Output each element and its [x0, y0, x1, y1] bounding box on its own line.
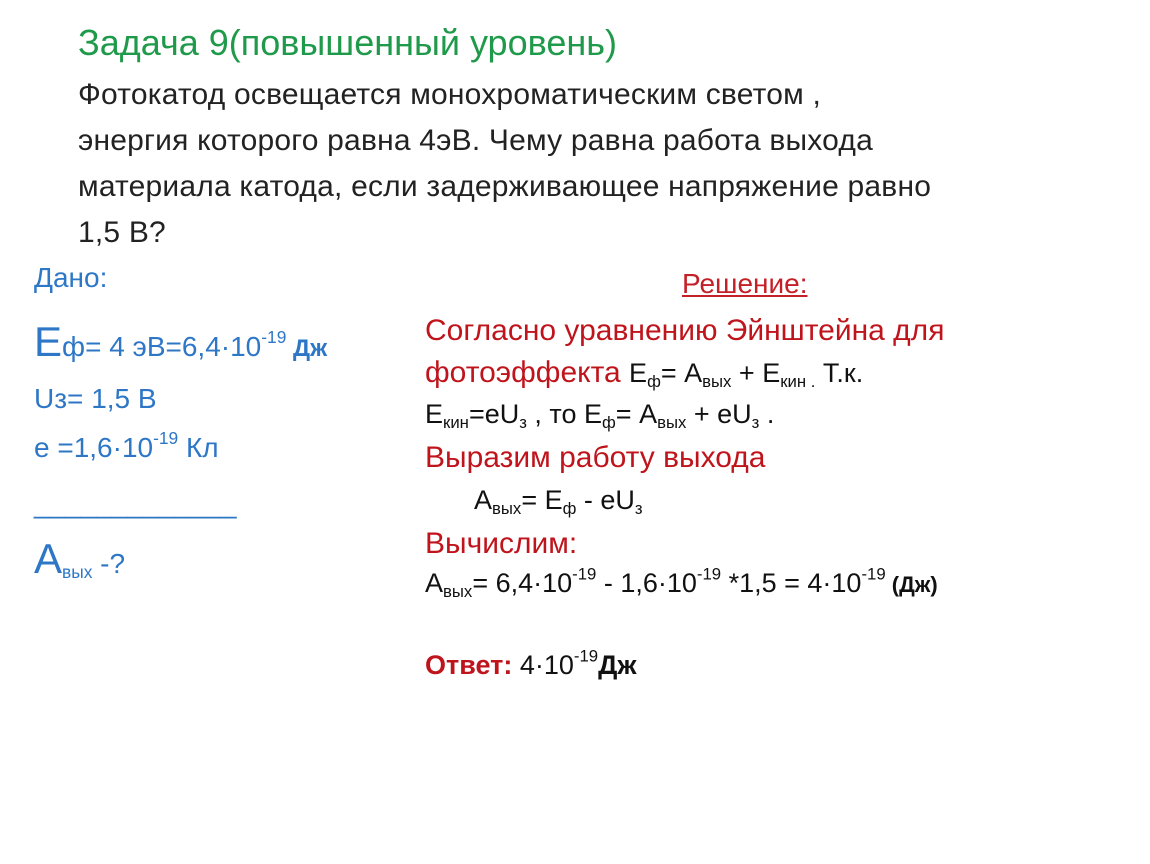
formula-part: - 1,6·10	[596, 568, 697, 598]
given-voltage: Uз= 1,5 В	[34, 383, 157, 414]
given-energy-sub: ф	[62, 331, 86, 362]
given-energy	[34, 318, 327, 366]
formula-part: =eU	[468, 399, 520, 429]
formula-part: .	[759, 399, 775, 429]
problem-line-2: энергия которого равна 4эВ. Чему равна работа выхода	[78, 124, 873, 157]
formula-part: = А	[660, 358, 703, 388]
answer-exp: -19	[573, 646, 599, 666]
answer-value: 4·10	[512, 650, 574, 680]
given-unknown-sub: вых	[62, 562, 93, 583]
formula-sub: вых	[657, 413, 687, 433]
given-energy-exp: -19	[261, 326, 287, 347]
answer-line	[425, 646, 637, 681]
solution-heading: Решение:	[682, 268, 808, 299]
formula-part: + Е	[731, 358, 781, 388]
formula-part: Е	[629, 358, 648, 388]
formula-part: = 6,4·10	[472, 568, 573, 598]
formula-sub: з	[519, 413, 527, 433]
answer-label: Ответ:	[425, 650, 513, 680]
solution-line-6: Вычислим:	[425, 527, 578, 560]
solution-line-5	[474, 485, 643, 519]
given-separator: _____________	[34, 488, 237, 519]
given-energy-unit: Дж	[286, 335, 328, 362]
formula-sub: вых	[702, 372, 732, 392]
formula-part: , то Е	[526, 399, 603, 429]
solution-line-3	[425, 399, 775, 433]
given-charge-value: е =1,6·10	[34, 432, 154, 463]
formula-part: - eU	[576, 485, 635, 515]
given-unknown-ask: -?	[92, 548, 126, 579]
problem-title: Задача 9(повышенный уровень)	[78, 22, 617, 63]
problem-line-3: материала катода, если задерживающее напряжение равно	[78, 170, 932, 203]
formula-sub: кин	[443, 413, 469, 433]
formula-exp: -19	[861, 564, 886, 584]
given-charge	[34, 427, 219, 464]
given-charge-unit: Кл	[178, 432, 219, 463]
solution-line-2	[425, 356, 863, 390]
formula-sub: ф	[647, 372, 661, 392]
formula-part: Е	[425, 399, 444, 429]
formula-part: = А	[615, 399, 658, 429]
formula-exp: -19	[572, 564, 597, 584]
formula-sub: ф	[562, 499, 577, 519]
formula-part: Т.к.	[815, 358, 864, 388]
solution-line-1: Согласно уравнению Эйнштейна для	[425, 314, 945, 347]
given-charge-exp: -19	[153, 427, 179, 448]
formula-part: *1,5 = 4·10	[721, 568, 862, 598]
problem-line-4: 1,5 В?	[78, 216, 166, 249]
formula-part: А	[425, 568, 444, 598]
formula-sub: з	[634, 499, 643, 519]
formula-sub: з	[751, 413, 760, 433]
given-energy-value: = 4 эВ=6,4·10	[85, 331, 262, 362]
formula-sub: ф	[602, 413, 616, 433]
formula-sub: вых	[443, 582, 473, 602]
formula-part: = Е	[521, 485, 563, 515]
solution-line-7	[425, 564, 938, 602]
given-energy-symbol: Е	[34, 318, 63, 365]
formula-sub: вых	[492, 499, 522, 519]
formula-exp: -19	[696, 564, 722, 584]
solution-line-2-text: фотоэффекта	[425, 356, 630, 389]
formula-sub: кин .	[780, 372, 816, 392]
given-unknown	[34, 535, 125, 583]
formula-part: А	[474, 485, 493, 515]
given-heading: Дано:	[34, 262, 108, 293]
answer-unit: Дж	[598, 650, 637, 680]
formula-unit: (Дж)	[885, 572, 938, 597]
given-unknown-symbol: А	[34, 535, 63, 582]
formula-part: + eU	[686, 399, 752, 429]
problem-line-1: Фотокатод освещается монохроматическим светом ,	[78, 78, 821, 111]
solution-line-4: Выразим работу выхода	[425, 441, 766, 474]
